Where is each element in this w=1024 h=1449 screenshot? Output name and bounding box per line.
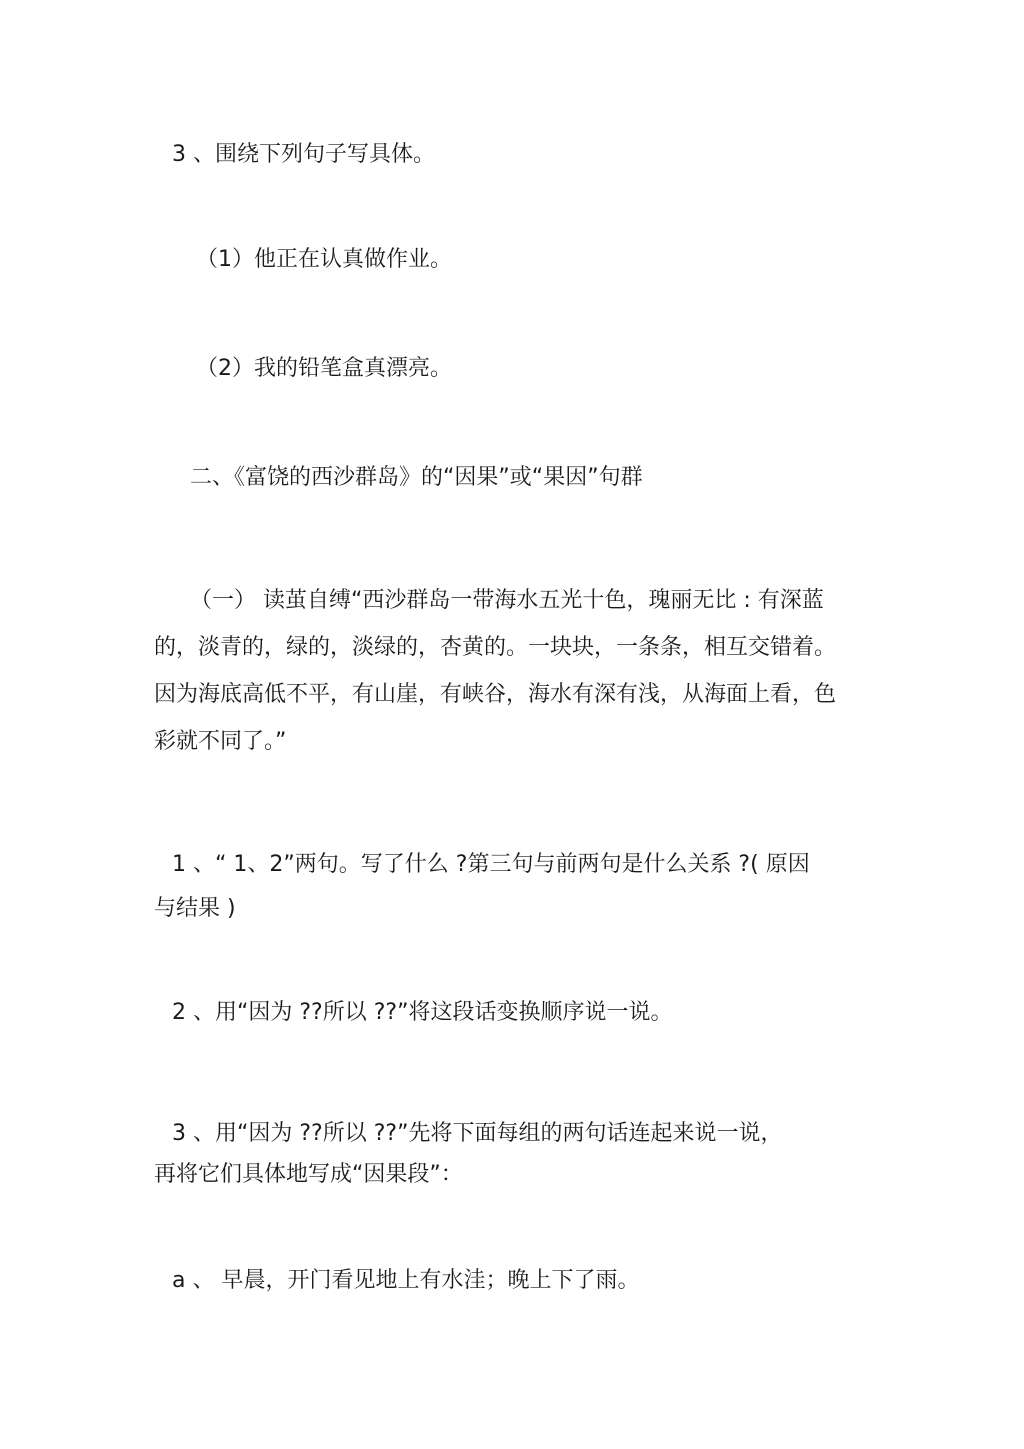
reading-line-2: 的，淡青的，绿的，淡绿的，杏黄的。一块块，一条条，相互交错着。 <box>154 635 837 660</box>
reading-line-4: 彩就不同了。” <box>154 729 287 754</box>
question-a: a 、 早晨，开门看见地上有水洼；晚上下了雨。 <box>172 1268 640 1293</box>
question-3-line-1: 3 、用“因为 ??所以 ??”先将下面每组的两句话连起来说一说， <box>172 1121 783 1146</box>
section-2-title: 二、《富饶的西沙群岛》的“因果”或“果因”句群 <box>190 465 643 490</box>
sub-item-2: （2）我的铅笔盒真漂亮。 <box>196 356 452 381</box>
question-1-line-1: 1 、“ 1、2”两句。写了什么 ?第三句与前两句是什么关系 ?( 原因 <box>172 852 810 877</box>
question-3-line-2: 再将它们具体地写成“因果段”： <box>154 1162 463 1187</box>
question-2: 2 、用“因为 ??所以 ??”将这段话变换顺序说一说。 <box>172 1000 673 1025</box>
reading-line-1: （一） 读茧自缚“西沙群岛一带海水五光十色，瑰丽无比 : 有深蓝 <box>190 588 824 613</box>
sub-item-1: （1）他正在认真做作业。 <box>196 247 452 272</box>
reading-line-3: 因为海底高低不平，有山崖，有峡谷，海水有深有浅，从海面上看，色 <box>154 682 837 707</box>
item-3-heading: 3 、围绕下列句子写具体。 <box>172 142 435 167</box>
question-1-line-2: 与结果 ) <box>154 896 236 921</box>
